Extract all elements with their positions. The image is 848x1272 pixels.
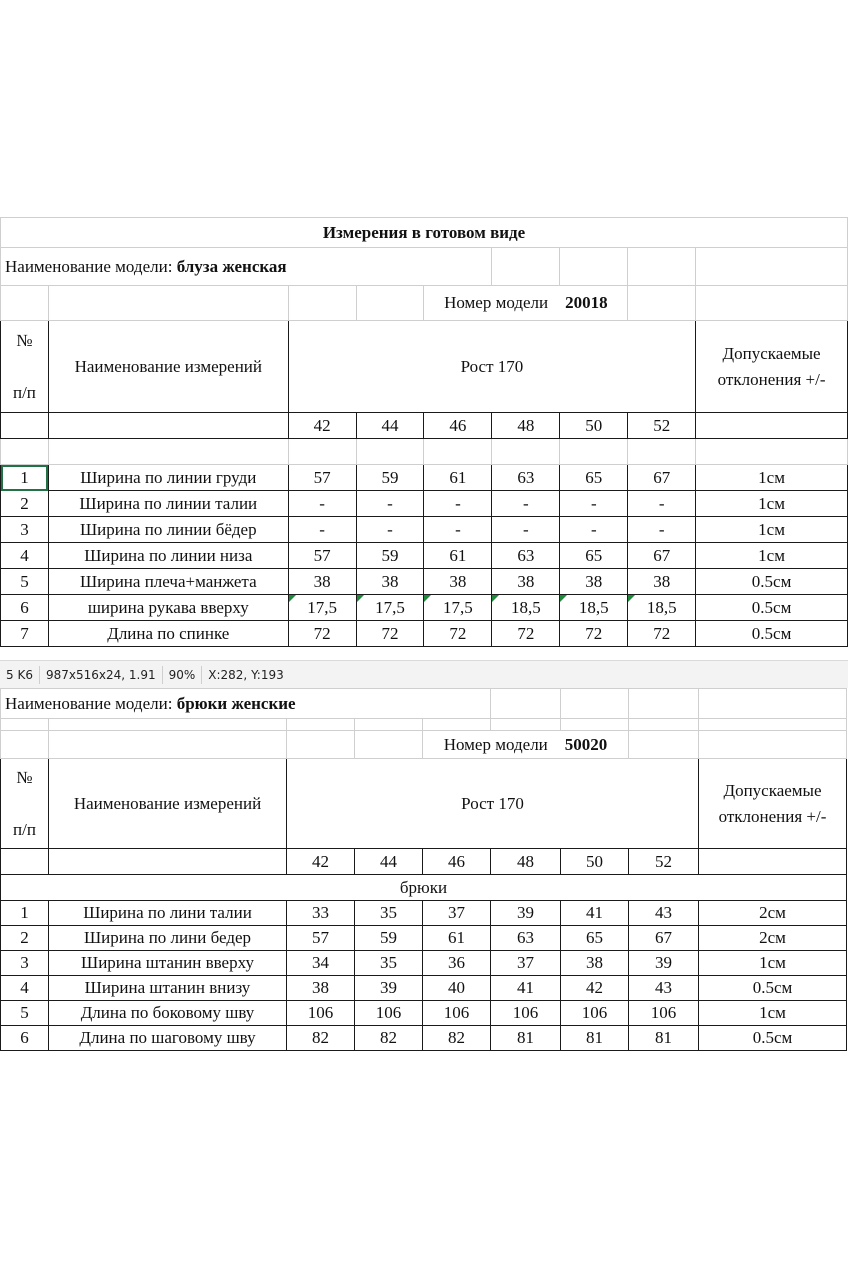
row-number[interactable]: 6: [1, 1026, 49, 1051]
value-cell[interactable]: 35: [355, 951, 423, 976]
value-cell[interactable]: 82: [355, 1026, 423, 1051]
value-cell[interactable]: 63: [492, 465, 560, 491]
table-row: [1, 569, 848, 595]
value-cell[interactable]: 65: [560, 465, 628, 491]
value-cell[interactable]: -: [560, 517, 628, 543]
size-header[interactable]: 52: [628, 413, 696, 439]
size-header[interactable]: 44: [356, 413, 424, 439]
tolerance-cell[interactable]: 0.5см: [696, 621, 848, 647]
tolerance-cell[interactable]: 0.5см: [696, 569, 848, 595]
row-number[interactable]: 4: [1, 976, 49, 1001]
size-header[interactable]: 50: [560, 413, 628, 439]
value-cell[interactable]: 57: [288, 465, 356, 491]
tolerance-cell[interactable]: 0.5см: [699, 976, 847, 1001]
measurement-name[interactable]: ширина рукава вверху: [48, 595, 288, 621]
size-header[interactable]: 42: [288, 413, 356, 439]
value-cell[interactable]: 81: [629, 1026, 699, 1051]
tolerance-header-line1: Допускаемые: [723, 780, 822, 800]
row-number[interactable]: 1: [1, 465, 49, 491]
row-number[interactable]: 7: [1, 621, 49, 647]
tolerance-cell[interactable]: 1см: [696, 491, 848, 517]
value-cell[interactable]: 37: [491, 951, 561, 976]
value-cell[interactable]: 106: [287, 1001, 355, 1026]
tolerance-cell[interactable]: 2см: [699, 926, 847, 951]
row-number-header-bottom: п/п: [13, 819, 36, 839]
measurement-name[interactable]: Ширина по линии груди: [48, 465, 288, 491]
status-zoom-level: 90%: [163, 666, 203, 684]
height-header[interactable]: Рост 170: [287, 759, 699, 849]
tolerance-header-line2: отклонения +/-: [718, 806, 827, 826]
measurement-name[interactable]: Ширина штанин вверху: [49, 951, 287, 976]
measurement-name[interactable]: Длина по боковому шву: [49, 1001, 287, 1026]
tolerance-header-line2: отклонения +/-: [717, 369, 826, 389]
value-cell[interactable]: 39: [491, 901, 561, 926]
value-cell[interactable]: 39: [355, 976, 423, 1001]
measurement-name[interactable]: Ширина плеча+манжета: [48, 569, 288, 595]
value-cell[interactable]: 67: [629, 926, 699, 951]
blouse-measurements-sheet: [0, 217, 848, 658]
value-cell[interactable]: -: [560, 491, 628, 517]
size-header[interactable]: 44: [355, 849, 423, 875]
table-row: [1, 621, 848, 647]
tolerance-cell[interactable]: 1см: [696, 543, 848, 569]
table-row: [1, 1026, 847, 1051]
value-cell[interactable]: 18,5: [492, 595, 560, 621]
tolerance-cell[interactable]: 1см: [699, 951, 847, 976]
row-number[interactable]: 5: [1, 1001, 49, 1026]
size-header[interactable]: 48: [491, 849, 561, 875]
value-cell[interactable]: 38: [561, 951, 629, 976]
table-row: [1, 595, 848, 621]
trousers-measurements-table: [0, 688, 847, 1051]
measurement-name[interactable]: Ширина по лини талии: [49, 901, 287, 926]
value-cell[interactable]: 59: [356, 543, 424, 569]
value-cell[interactable]: 37: [423, 901, 491, 926]
value-cell[interactable]: 39: [629, 951, 699, 976]
value-cell[interactable]: 82: [423, 1026, 491, 1051]
value-cell[interactable]: 43: [629, 901, 699, 926]
table-row: [1, 517, 848, 543]
value-cell[interactable]: 34: [287, 951, 355, 976]
value-cell[interactable]: 59: [356, 465, 424, 491]
value-cell[interactable]: 38: [560, 569, 628, 595]
table-row: [1, 976, 847, 1001]
model-name-cell[interactable]: [1, 689, 491, 719]
value-cell[interactable]: 106: [491, 1001, 561, 1026]
value-cell[interactable]: 67: [628, 465, 696, 491]
model-number-cell[interactable]: [423, 731, 629, 759]
row-number-header-bottom: п/п: [12, 382, 36, 402]
status-image-dimensions: 987x516x24, 1.91: [40, 666, 163, 684]
value-cell[interactable]: 33: [287, 901, 355, 926]
value-cell[interactable]: 81: [561, 1026, 629, 1051]
row-number[interactable]: 2: [1, 926, 49, 951]
row-number[interactable]: 3: [1, 517, 49, 543]
status-cursor-coords: X:282, Y:193: [208, 668, 284, 682]
status-cell-ref: 5 K6: [0, 666, 40, 684]
model-number-cell[interactable]: [424, 286, 628, 321]
measurement-name[interactable]: Ширина по линии талии: [48, 491, 288, 517]
value-cell[interactable]: 43: [629, 976, 699, 1001]
model-name-value: брюки женские: [176, 693, 296, 713]
row-number-header[interactable]: [1, 321, 49, 413]
value-cell[interactable]: -: [492, 517, 560, 543]
sheet-title[interactable]: Измерения в готовом виде: [1, 218, 848, 248]
value-cell[interactable]: 59: [355, 926, 423, 951]
row-number[interactable]: 1: [1, 901, 49, 926]
value-cell[interactable]: 38: [288, 569, 356, 595]
blouse-measurements-table: [0, 217, 848, 647]
measurement-name[interactable]: Ширина по линии бёдер: [48, 517, 288, 543]
value-cell[interactable]: -: [628, 517, 696, 543]
value-cell[interactable]: 42: [561, 976, 629, 1001]
value-cell[interactable]: 106: [629, 1001, 699, 1026]
value-cell[interactable]: 63: [492, 543, 560, 569]
value-cell[interactable]: -: [288, 491, 356, 517]
tolerance-cell[interactable]: 0.5см: [699, 1026, 847, 1051]
table-row: [1, 926, 847, 951]
value-cell[interactable]: -: [628, 491, 696, 517]
value-cell[interactable]: 72: [492, 621, 560, 647]
model-name-cell[interactable]: [1, 248, 492, 286]
row-number[interactable]: 5: [1, 569, 49, 595]
value-cell[interactable]: 38: [287, 976, 355, 1001]
tolerance-cell[interactable]: 2см: [699, 901, 847, 926]
tolerance-header-line1: Допускаемые: [722, 343, 821, 363]
value-cell[interactable]: 57: [288, 543, 356, 569]
section-heading[interactable]: брюки: [1, 875, 847, 901]
size-header[interactable]: 46: [423, 849, 491, 875]
tolerance-cell[interactable]: 0.5см: [696, 595, 848, 621]
tolerance-header[interactable]: [699, 759, 847, 849]
table-row: [1, 491, 848, 517]
value-cell[interactable]: 57: [287, 926, 355, 951]
value-cell[interactable]: 18,5: [628, 595, 696, 621]
value-cell[interactable]: -: [356, 517, 424, 543]
row-number[interactable]: 3: [1, 951, 49, 976]
model-number-value: 20018: [565, 293, 608, 312]
value-cell[interactable]: 38: [424, 569, 492, 595]
measurement-name[interactable]: Ширина штанин внизу: [49, 976, 287, 1001]
value-cell[interactable]: 41: [491, 976, 561, 1001]
model-number-value: 50020: [564, 734, 608, 754]
value-cell[interactable]: 72: [628, 621, 696, 647]
value-cell[interactable]: 38: [356, 569, 424, 595]
table-row: [1, 951, 847, 976]
table-row: [1, 901, 847, 926]
value-cell[interactable]: 41: [561, 901, 629, 926]
value-cell[interactable]: 72: [356, 621, 424, 647]
value-cell[interactable]: -: [492, 491, 560, 517]
size-header[interactable]: 46: [424, 413, 492, 439]
row-number-header-top: №: [16, 330, 33, 350]
row-number[interactable]: 4: [1, 543, 49, 569]
value-cell[interactable]: 72: [288, 621, 356, 647]
model-name-value: блуза женская: [176, 256, 287, 276]
row-number-header-top: №: [16, 767, 33, 787]
value-cell[interactable]: 82: [287, 1026, 355, 1051]
tolerance-header[interactable]: [696, 321, 848, 413]
image-viewer-status-bar: [0, 660, 848, 690]
value-cell[interactable]: 40: [423, 976, 491, 1001]
value-cell[interactable]: -: [356, 491, 424, 517]
value-cell[interactable]: 61: [423, 926, 491, 951]
value-cell[interactable]: -: [424, 517, 492, 543]
measurement-name-header[interactable]: Наименование измерений: [48, 321, 288, 413]
value-cell[interactable]: 81: [491, 1026, 561, 1051]
size-header[interactable]: 50: [561, 849, 629, 875]
value-cell[interactable]: 17,5: [288, 595, 356, 621]
value-cell[interactable]: 63: [491, 926, 561, 951]
measurement-name[interactable]: Ширина по лини бедер: [49, 926, 287, 951]
value-cell[interactable]: 106: [423, 1001, 491, 1026]
size-header[interactable]: 42: [287, 849, 355, 875]
value-cell[interactable]: 106: [355, 1001, 423, 1026]
model-number-label: Номер модели: [444, 293, 549, 312]
value-cell[interactable]: -: [288, 517, 356, 543]
value-cell[interactable]: 36: [423, 951, 491, 976]
value-cell[interactable]: 65: [560, 543, 628, 569]
value-cell[interactable]: 17,5: [424, 595, 492, 621]
value-cell[interactable]: 38: [628, 569, 696, 595]
value-cell[interactable]: 72: [424, 621, 492, 647]
table-row: [1, 465, 848, 491]
measurement-name[interactable]: Длина по шаговому шву: [49, 1026, 287, 1051]
model-number-label: Номер модели: [443, 734, 548, 754]
row-number[interactable]: 6: [1, 595, 49, 621]
model-name-label: Наименование модели:: [5, 693, 173, 713]
value-cell[interactable]: -: [424, 491, 492, 517]
value-cell[interactable]: 106: [561, 1001, 629, 1026]
value-cell[interactable]: 61: [424, 465, 492, 491]
measurement-name-header[interactable]: Наименование измерений: [49, 759, 287, 849]
tolerance-cell[interactable]: 1см: [696, 465, 848, 491]
value-cell[interactable]: 35: [355, 901, 423, 926]
measurement-name[interactable]: Ширина по линии низа: [48, 543, 288, 569]
value-cell[interactable]: 61: [424, 543, 492, 569]
value-cell[interactable]: 17,5: [356, 595, 424, 621]
table-row: [1, 543, 848, 569]
table-row: [1, 1001, 847, 1026]
row-number[interactable]: 2: [1, 491, 49, 517]
measurement-name[interactable]: Длина по спинке: [48, 621, 288, 647]
value-cell[interactable]: 72: [560, 621, 628, 647]
row-number-header[interactable]: [1, 759, 49, 849]
value-cell[interactable]: 67: [628, 543, 696, 569]
tolerance-cell[interactable]: 1см: [699, 1001, 847, 1026]
value-cell[interactable]: 38: [492, 569, 560, 595]
model-name-label: Наименование модели:: [5, 256, 173, 276]
trousers-measurements-sheet: [0, 688, 848, 1053]
value-cell[interactable]: 18,5: [560, 595, 628, 621]
tolerance-cell[interactable]: 1см: [696, 517, 848, 543]
value-cell[interactable]: 65: [561, 926, 629, 951]
size-header[interactable]: 52: [629, 849, 699, 875]
size-header[interactable]: 48: [492, 413, 560, 439]
height-header[interactable]: Рост 170: [288, 321, 695, 413]
